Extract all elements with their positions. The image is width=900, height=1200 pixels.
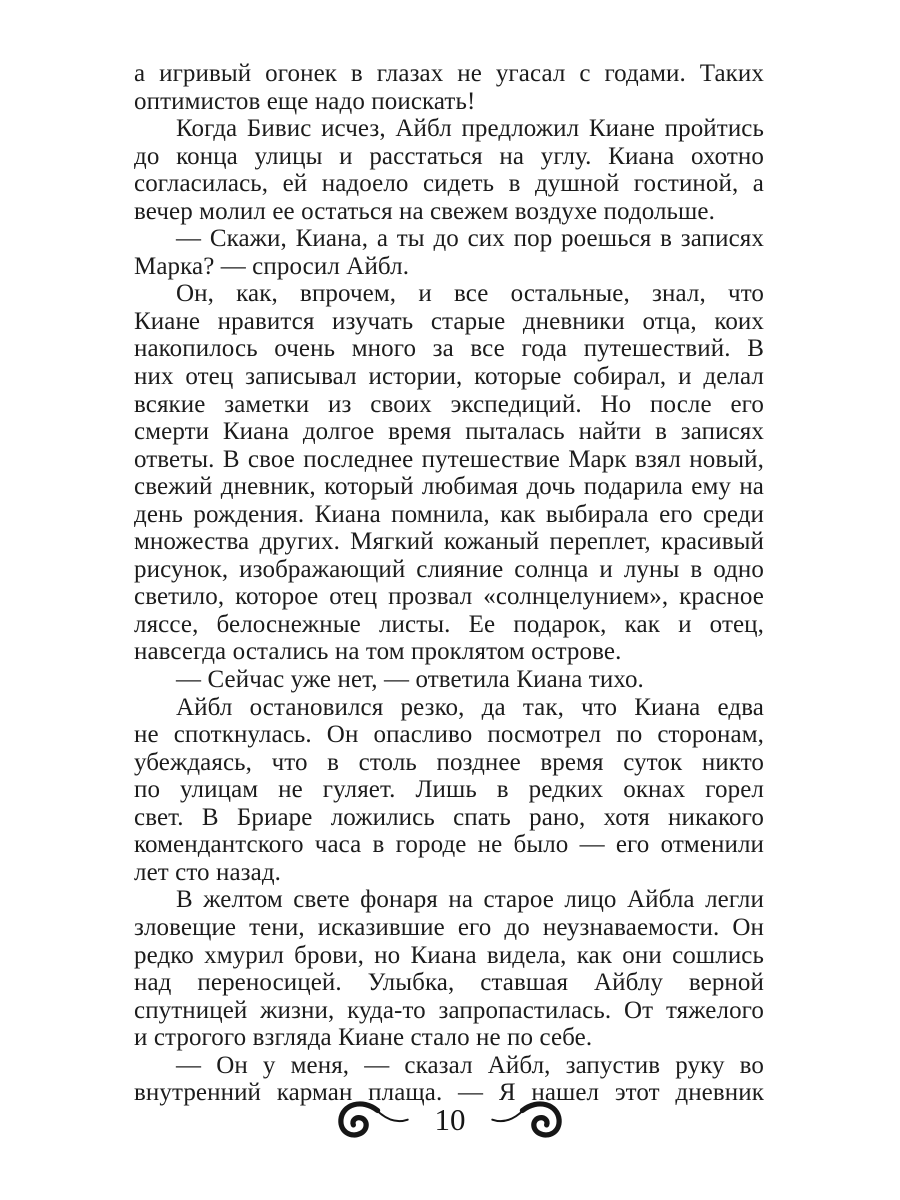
text-line: В желтом свете фонаря на старое лицо Айбла легли: [176, 886, 764, 914]
text-line: Айбл остановился резко, да так, что Киана едва: [176, 693, 764, 721]
text-line: смерти Киана долгое время пыталась найти в записях: [134, 418, 764, 446]
text-line: вечер молил ее остаться на свежем воздухе подольше.: [134, 197, 715, 225]
text-line: над переносицей. Улыбка, ставшая Айблу верной: [134, 969, 764, 997]
text-line: множества других. Мягкий кожаный переплет, красивый: [134, 528, 764, 556]
text-line: убеждаясь, что в столь позднее время суток никто: [134, 748, 764, 776]
text-line: по улицам не гуляет. Лишь в редких окнах горел: [134, 776, 764, 804]
text-line: до конца улицы и расстаться на углу. Киана охотно: [134, 142, 764, 170]
text-line: Киане нравится изучать старые дневники отца, коих: [134, 307, 764, 335]
text-line: накопилось очень много за все года путешествий. В: [134, 335, 764, 363]
text-line: Марка? — спросил Айбл.: [134, 252, 410, 280]
text-line: комендантского часа в городе не было — его отменили: [134, 831, 764, 859]
page-footer: [0, 1100, 900, 1138]
text-line: Он, как, впрочем, и все остальные, знал, что: [176, 280, 764, 308]
text-line: согласилась, ей надоело сидеть в душной гостиной, а: [134, 170, 764, 198]
text-line: а игривый огонек в глазах не угасал с годами. Таких: [134, 60, 764, 87]
text-line: оптимистов еще надо поискать!: [134, 87, 476, 115]
page-text-block: [134, 60, 764, 1107]
text-line: них отец записывал истории, которые собирал, и делал: [134, 363, 764, 391]
text-line: свет. В Бриаре ложились спать рано, хотя никакого: [134, 803, 764, 831]
text-line: и строгого взгляда Киане стало не по себе.: [134, 1024, 593, 1052]
text-line: навсегда остались на том проклятом острове.: [134, 638, 622, 666]
text-line: свежий дневник, который любимая дочь подарила ему на: [134, 473, 764, 501]
text-line: ляссе, белоснежные листы. Ее подарок, как и отец,: [134, 610, 764, 638]
text-line: лет сто назад.: [134, 858, 282, 886]
text-line: всякие заметки из своих экспедиций. Но после его: [134, 390, 764, 418]
text-line: светило, которое отец прозвал «солнцелунием», красное: [134, 583, 764, 611]
text-line: день рождения. Киана помнила, как выбирала его среди: [134, 500, 764, 528]
swirl-ornament-left-icon: [337, 1100, 409, 1138]
page-number: 10: [434, 1101, 466, 1137]
text-line: внутренний карман плаща. — Я нашел этот дневник: [134, 1079, 764, 1107]
text-line: — Он у меня, — сказал Айбл, запустив руку во: [176, 1051, 764, 1079]
text-line: спутницей жизни, куда-то запропастилась. От тяжелого: [134, 996, 764, 1024]
text-line: не споткнулась. Он опасливо посмотрел по сторонам,: [134, 721, 764, 749]
swirl-ornament-right-icon: [491, 1100, 563, 1138]
text-line: рисунок, изображающий слияние солнца и луны в одно: [134, 555, 764, 583]
text-line: Когда Бивис исчез, Айбл предложил Киане пройтись: [176, 115, 764, 143]
text-line: — Скажи, Киана, а ты до сих пор роешься в записях: [176, 225, 764, 253]
text-line: ответы. В свое последнее путешествие Марк взял новый,: [134, 445, 764, 473]
text-line: зловещие тени, исказившие его до неузнаваемости. Он: [134, 913, 764, 941]
text-line: — Сейчас уже нет, — ответила Киана тихо.: [176, 666, 644, 694]
text-line: редко хмурил брови, но Киана видела, как они сошлись: [134, 941, 764, 969]
